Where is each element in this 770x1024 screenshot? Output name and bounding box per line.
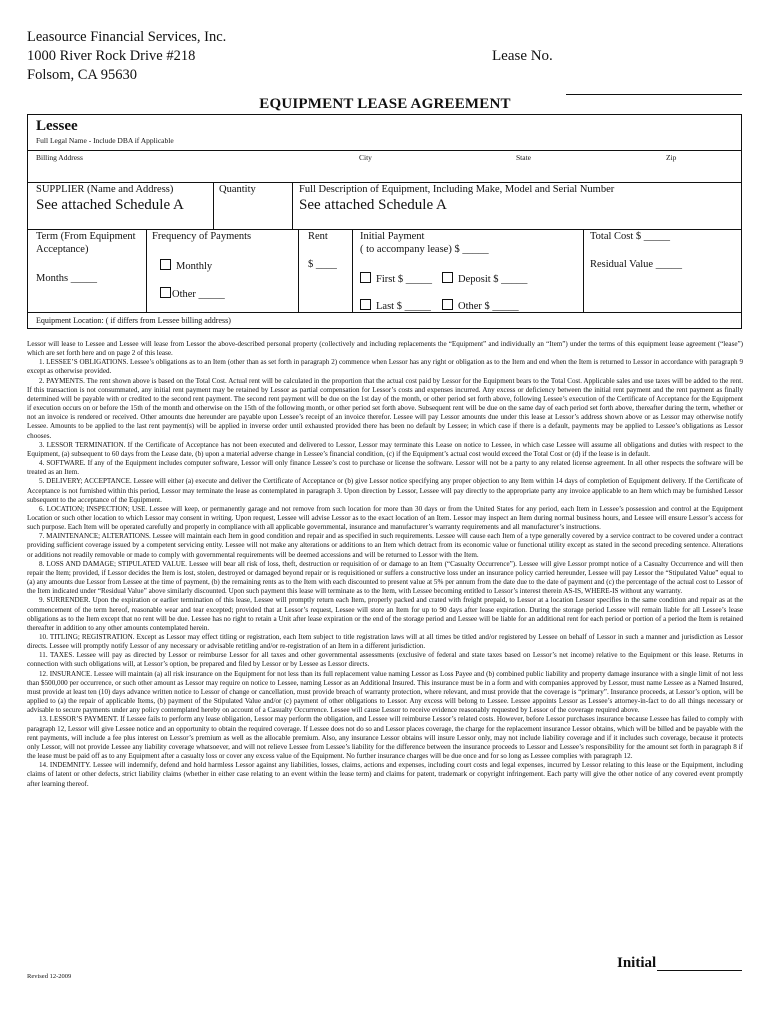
lease-form xyxy=(27,114,742,329)
term-paragraph: 12. INSURANCE. Lessee will maintain (a) all risk insurance on the Equipment for not less than its full replacement value naming Lessor as Loss Payee and (b) combined public liability and property damage insurance with a single limit of not less than $500,000 per occurrence, or such other amount as Lessor may require on notice to Lessee, naming Lessor as an Additional Insured. This insurance must be in a form and with companies approved by Lessor, must name Lessee as a Named Insured, must provide at least ten (10) days advance written notice to Lessor of change or cancellation, must provide breach of warranty protection, where relevant, and must provide that the coverage is “primary”. Insurance proceeds, at Lessor’s option, will be applied to (a) the repair of applicable Items, (b) payment of the Stipulated Value and/or (c) payment of other obligations to Lessor. Any excess will belong to Lessee. Lessee appoints Lessor as Lessee’s attorney-in-fact to do all things necessary or advisable to secure payments under any policy contemplated hereby on account of a Casualty Occurrence. Lessee will cause Lessor to receive evidence reasonably requested by Lessor of the coverage required above. xyxy=(27,669,743,715)
initial-field[interactable] xyxy=(657,970,742,971)
terms-intro: Lessor will lease to Lessee and Lessee will lease from Lessor the above-described personal property (collectively and including replacements the “Equipment” and individually an “Item”) under the terms of this equipment lease agreement (“lease”) which are set forth here and on page 2 of this lease. xyxy=(27,340,743,358)
first-checkbox[interactable] xyxy=(360,272,371,283)
initial-payment-label: Initial Payment xyxy=(360,231,425,242)
accompany-lease-field[interactable]: ( to accompany lease) $ _____ xyxy=(360,244,489,255)
rent-field[interactable]: $ ____ xyxy=(308,259,337,270)
other-frequency-option[interactable] xyxy=(160,287,225,300)
divider xyxy=(28,229,741,230)
deposit-option[interactable] xyxy=(442,272,527,285)
term-paragraph: 1. LESSEE’S OBLIGATIONS. Lessee’s obligations as to an Item (other than as set forth in paragraph 2) commence when Lessor has any right or obligation as to the Item and end when the Item is returned to Lessor in accordance with paragraph 9 except as otherwise provided. xyxy=(27,358,743,376)
lease-no-label: Lease No. xyxy=(492,48,553,64)
other-frequency-label: Other _____ xyxy=(172,289,225,300)
other-amount-label: Other $ _____ xyxy=(458,301,519,312)
lease-no-field[interactable] xyxy=(566,94,742,95)
description-label: Full Description of Equipment, Including Make, Model and Serial Number xyxy=(299,184,615,195)
lessee-label: Lessee xyxy=(36,118,78,134)
divider xyxy=(28,150,741,151)
term-paragraph: 14. INDEMNITY. Lessee will indemnify, defend and hold harmless Lessor against any liabilities, losses, claims, actions and expenses, including court costs and legal expenses, incurred by Lessor relating to this lease or the Equipment, including claims of latent or other defects, strict liability claims (whether in either case relating to an event within the lease term) and claims for patent, trademark or copyright infringement. Each party will give the other notice of any covered event promptly after learning thereof. xyxy=(27,761,743,788)
supplier-label: SUPPLIER (Name and Address) xyxy=(36,184,174,195)
first-label: First $ _____ xyxy=(376,274,433,285)
monthly-label: Monthly xyxy=(176,261,213,272)
monthly-option[interactable] xyxy=(160,259,212,272)
term-paragraph: 3. LESSOR TERMINATION. If the Certificate of Acceptance has not been executed and delivered to Lessor, Lessor may terminate this Lease on notice to Lessee, in which case Lessee will assume all obligations and duties with respect to the Equipment, (a) subsequent to 60 days from the Lease date, (b) upon a material adverse change in Lessee’s financial condition, (c) if the Equipment’s actual cost would exceed the Total Cost or (d) if the lease is in default. xyxy=(27,440,743,458)
supplier-value: See attached Schedule A xyxy=(36,197,184,213)
term-acceptance-label: Acceptance) xyxy=(36,244,89,255)
full-legal-name-label: Full Legal Name - Include DBA if Applicable xyxy=(36,136,174,145)
divider xyxy=(352,229,353,312)
divider xyxy=(583,229,584,312)
other-amount-option[interactable] xyxy=(442,299,519,312)
last-payment-option[interactable] xyxy=(360,299,431,312)
term-paragraph: 13. LESSOR’S PAYMENT. If Lessee fails to perform any lease obligation, Lessor may perform the obligation, and Lessee will reimburse Lessor’s related costs. However, before Lessor purchases insurance because Lessee has failed to comply with paragraph 12, Lessor will give Lessee notice and an opportunity to obtain the required coverage. If Lessee does not do so and Lessor places coverage, the charge for the replacement insurance Lessor obtains, which will be billed and be payable with the rent payments, will include a fee plus interest on Lessor’s premium as well as the allocable premium. Also, any insurance Lessor obtains will insure Lessor only, may not include liability coverage and if it includes such coverage, because it protects only Lessor, will not provide Lessee any liability coverage whatsoever, and will not relieve Lessee from Lessee’s liability for the difference between the insurance proceeds to Lessor and Lessee’s responsibility for the amount set forth in paragraph 8 if the lease must be paid off as to any Equipment after a casualty loss or cover any excess value of the Equipment. No further insurance charges will be due once and for so long as Lessee complies with paragraph 12. xyxy=(27,715,743,761)
divider xyxy=(213,182,214,229)
state-label: State xyxy=(516,153,531,162)
term-paragraph: 11. TAXES. Lessee will pay as directed by Lessor or reimburse Lessor for all taxes and other governmental assessments (exclusive of federal and state taxes based on Lessor’s net income) relative to the Equipment or this lease. Returns in connection with such obligations will, at Lessor’s option, be prepared and filed by Lessor or by Lessee as Lessor directs. xyxy=(27,651,743,669)
other-amount-checkbox[interactable] xyxy=(442,299,453,310)
deposit-checkbox[interactable] xyxy=(442,272,453,283)
revised-date: Revised 12-2009 xyxy=(27,973,72,980)
last-label: Last $ _____ xyxy=(376,301,431,312)
term-paragraph: 4. SOFTWARE. If any of the Equipment includes computer software, Lessor will only finance Lessee’s cost to purchase or license the software. Lessor will not be a party to any related license agreement. In all other respects the software will be treated as an Item. xyxy=(27,459,743,477)
residual-value-field[interactable]: Residual Value _____ xyxy=(590,259,682,270)
months-field[interactable]: Months _____ xyxy=(36,273,97,284)
company-address-line1: 1000 River Rock Drive #218 xyxy=(27,48,196,64)
divider xyxy=(292,182,293,229)
city-label: City xyxy=(359,153,372,162)
zip-label: Zip xyxy=(666,153,677,162)
divider xyxy=(28,182,741,183)
term-label: Term (From Equipment xyxy=(36,231,136,242)
description-value: See attached Schedule A xyxy=(299,197,447,213)
last-checkbox[interactable] xyxy=(360,299,371,310)
equipment-location-label[interactable]: Equipment Location: ( if differs from Lessee billing address) xyxy=(36,316,231,325)
term-paragraph: 10. TITLING; REGISTRATION. Except as Lessor may effect titling or registration, each Item subject to title registration laws will at all times be titled and/or registered by Lessee on behalf of Lessor in such a manner and jurisdiction as Lessor directs. Lessee will promptly notify Lessor of any necessary or advisable retitling and/or re-registration of an Item in a different jurisdiction. xyxy=(27,633,743,651)
frequency-label: Frequency of Payments xyxy=(152,231,252,242)
divider xyxy=(146,229,147,312)
term-paragraph: 5. DELIVERY; ACCEPTANCE. Lessee will either (a) execute and deliver the Certificate of Acceptance or (b) give Lessor notice specifying any proper objection to any Item within 14 days of completion of Equipment delivery. If the Certificate of Acceptance is not furnished within this period, Lessor may terminate the lease as contemplated in paragraph 3. Upon direction by Lessor, Lessee will pay directly to the appropriate party any invoice applicable to an Item which may be furnished Lessor subsequent to the acceptance of the Equipment. xyxy=(27,477,743,504)
term-paragraph: 7. MAINTENANCE; ALTERATIONS. Lessee will maintain each Item in good condition and repair and as specified in such requirements. Lessee will cause each Item of a type generally covered by a service contract to be covered under a contract providing sufficient coverage issued by a competent servicing entity. Lessee will not make any alterations or additions to an Item which detract from its economic value or functional utility except as stated in the second preceding sentence. Alterations or additions not readily removable or made to comply with governmental requirements will be deemed accessions and will be returned to Lessor with the Item. xyxy=(27,532,743,559)
company-address-line2: Folsom, CA 95630 xyxy=(27,67,137,83)
divider xyxy=(298,229,299,312)
first-payment-option[interactable] xyxy=(360,272,432,285)
billing-address-field[interactable] xyxy=(36,162,726,180)
full-legal-name-field[interactable] xyxy=(36,129,726,149)
company-block xyxy=(27,28,226,85)
rent-label: Rent xyxy=(308,231,328,242)
company-name: Leasource Financial Services, Inc. xyxy=(27,29,227,45)
initial-label: Initial xyxy=(617,955,657,971)
term-paragraph: 2. PAYMENTS. The rent shown above is based on the Total Cost. Actual rent will be calculated in the proportion that the actual cost paid by Lessor for the Equipment bears to the Total Cost. Applicable sales and use taxes will be added to the rent. If this transaction is not consummated, any initial rent payment may be retained by Lessor as partial compensation for Lessor’s costs and expenses incurred. Any excess or deficiency between the initial rent payment and the rent payment as finally determined will be payable with or credited to the second rent payment. The second rent payment will be due on the 1st day of the month, or other period set forth above, following Lessee’s execution of the Certificate of Acceptance for the Equipment if execution occurs on or before the 15th of the month and otherwise on the 15th of the following month, or other period set forth above. Subsequent rent will be due on the same day of each period set forth above, thereafter during the term, whether or not an invoice is rendered or received. Other amounts due hereunder are payable upon Lessee’s receipt of an invoice therefor. Lessee will pay Lessor amounts due under this lease at Lessor’s address shown above or as Lessor may otherwise notify Lessee. Amounts to be applied to the last rent payment(s) will be applied in inverse order until exhausted provided there has been no default by Lessee; in which case if there is a default, payments may be applied to Lessee’s obligations as Lessor chooses. xyxy=(27,376,743,440)
other-frequency-checkbox[interactable] xyxy=(160,287,171,298)
term-paragraph: 9. SURRENDER. Upon the expiration or earlier termination of this lease, Lessee will promptly return each Item, properly packed and crated with freight prepaid, to Lessor at a location Lessor specifies in the same condition and repair as at the commencement of the term hereof, reasonable wear and tear excepted; provided that at Lessor’s request, Lessee will store an Item for up to 90 days after lease expiration. During the storage period Lessee will remain liable for all Lessee’s lease obligations as to the Item except that no rent will be due. Lessee has no right to retain a Unit after lease expiration or the end of the storage period and Lessee will be liable for an additional rent for each period or portion of a period the Item is retained thereafter in addition to any other amounts contemplated herein. xyxy=(27,596,743,632)
billing-address-label: Billing Address xyxy=(36,153,83,162)
term-paragraph: 8. LOSS AND DAMAGE; STIPULATED VALUE. Lessee will bear all risk of loss, theft, destruction or requisition of or damage to an Item (“Casualty Occurrence”). Lessee will give Lessor prompt notice of a Casualty Occurrence and will then repair the Item; provided, if Lessor decides the Item is lost, stolen, destroyed or damaged beyond repair or is requisitioned or suffers a constructive loss under an insurance policy carried hereunder, Lessee will pay Lessor the “Stipulated Value” equal to (a) any amounts due Lessor from Lessee at the time of payment, (b) the remaining rents as to the Item with each discounted to present value at 5% per annum from the date due to the date of payment and (c) the percentage of the actual cost to Lessor of the Item indicated under “Residual Value” above similarly discounted. Upon such payment this lease will terminate as to the Item, with Lessee becoming entitled to Lessor’s interest therein AS-IS, WHERE-IS without any warranty. xyxy=(27,559,743,596)
document-title: EQUIPMENT LEASE AGREEMENT xyxy=(259,96,511,112)
monthly-checkbox[interactable] xyxy=(160,259,171,270)
quantity-label: Quantity xyxy=(219,184,256,195)
deposit-label: Deposit $ _____ xyxy=(458,274,528,285)
lease-terms xyxy=(27,340,743,789)
divider xyxy=(28,312,741,313)
total-cost-field[interactable]: Total Cost $ _____ xyxy=(590,231,671,242)
term-paragraph: 6. LOCATION; INSPECTION; USE. Lessee will keep, or permanently garage and not remove from such location for more than 30 days or from the United States for any period, each Item in Lessee’s possession and control at the Equipment Location or such other location to which Lessor may consent in writing. Upon request, Lessee will advise Lessor as to the exact location of an Item. Lessor may inspect an Item during normal business hours, and Lessee will ensure Lessor’s access for such purpose. Each Item will be operated carefully and properly in compliance with all applicable governmental, insurance and manufacturer’s warranty requirements and all manufacturer’s instructions. xyxy=(27,504,743,532)
